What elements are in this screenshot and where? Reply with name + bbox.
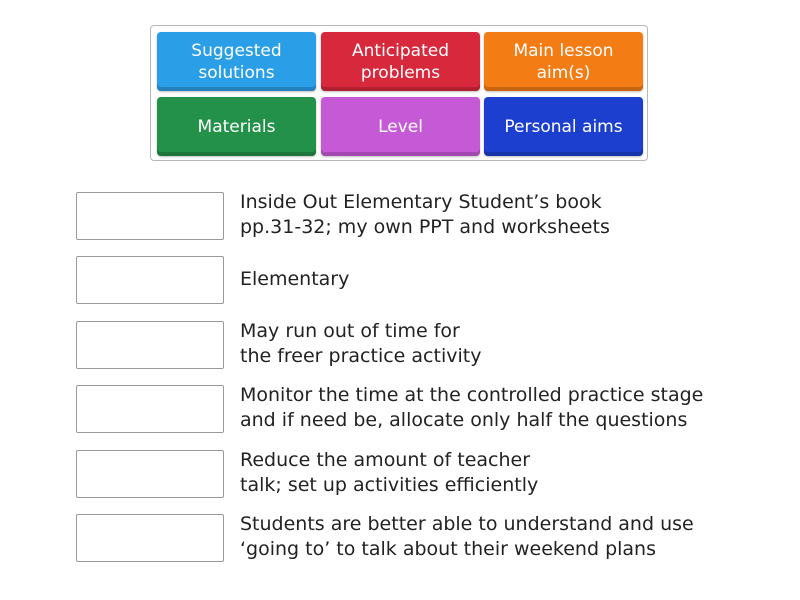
- row-text-3: May run out of time for the freer practice activity: [240, 320, 482, 367]
- row-text-2: Elementary: [240, 268, 350, 290]
- tile-level[interactable]: Level: [321, 97, 480, 156]
- tile-materials[interactable]: Materials: [157, 97, 316, 156]
- drop-box-5[interactable]: [76, 450, 224, 498]
- row-text-5: Reduce the amount of teacher talk; set up activities efficiently: [240, 449, 539, 496]
- tile-anticipated-problems[interactable]: Anticipated problems: [321, 32, 480, 91]
- tile-bank: [150, 25, 648, 161]
- tile-suggested-solutions[interactable]: Suggested solutions: [157, 32, 316, 91]
- drop-box-2[interactable]: [76, 256, 224, 304]
- drop-box-4[interactable]: [76, 385, 224, 433]
- tile-main-lesson-aims[interactable]: Main lesson aim(s): [484, 32, 643, 91]
- row-text-4: Monitor the time at the controlled practice stage and if need be, allocate only half the questions: [240, 384, 704, 431]
- tile-personal-aims[interactable]: Personal aims: [484, 97, 643, 156]
- drop-box-3[interactable]: [76, 321, 224, 369]
- row-text-6: Students are better able to understand and use ‘going to’ to talk about their weekend plans: [240, 513, 694, 560]
- drop-box-1[interactable]: [76, 192, 224, 240]
- row-text-1: Inside Out Elementary Student’s book pp.31-32; my own PPT and worksheets: [240, 191, 610, 238]
- drop-box-6[interactable]: [76, 514, 224, 562]
